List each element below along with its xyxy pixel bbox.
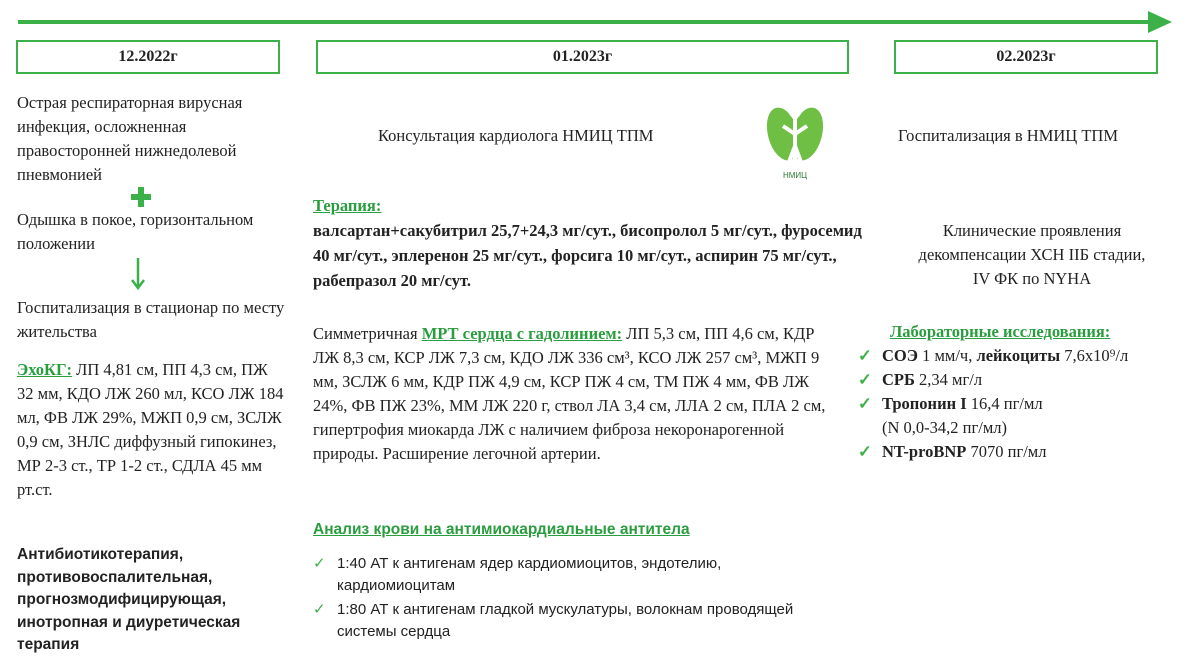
check-icon: ✓ <box>313 555 326 572</box>
plus-icon <box>130 186 152 208</box>
blood-item-1: 1:40 АТ к антигенам ядер кардиомиоцитов, эндотелию, кардиомиоцитам <box>337 555 722 594</box>
check-icon: ✓ <box>858 370 872 389</box>
echo-values: ЛП 4,81 см, ПП 4,3 см, ПЖ 32 мм, КДО ЛЖ 260 мл, КСО ЛЖ 184 мл, ФВ ЛЖ 29%, МЖП 0,9 см, ЗСЛЖ 0,9 см, ЗНЛС диффузный гипокинез, МР 2-3 ст., ТР 1-2 ст., СДЛА 45 мм рт.ст. <box>17 360 284 499</box>
lab-esr: СОЭ <box>882 346 918 365</box>
diagnosis-text: Острая респираторная вирусная инфекция, осложненная правосторонней нижнедолевой пневмонией <box>17 93 243 184</box>
lab-label: Лабораторные исследования: <box>890 322 1111 341</box>
check-icon: ✓ <box>858 346 872 365</box>
check-icon: ✓ <box>858 442 872 461</box>
hospital-nmic-text: Госпитализация в НМИЦ ТПМ <box>898 126 1119 145</box>
mri-values: ЛП 5,3 см, ПП 4,6 см, КДР ЛЖ 8,3 см, КСР ЛЖ 7,3 см, КДО ЛЖ 336 см³, КСО ЛЖ 257 см³, МЖП 9 мм, ЗСЛЖ 6 мм, КДР ПЖ 4,9 см, КСР ПЖ 4 см, ТМ ПЖ 4 мм, ФВ ЛЖ 24%, ФВ ПЖ 23%, ММ ЛЖ 220 г, ствол ЛА 3,4 см, ЛЛА 2 см, ПЛА 2 см, гипертрофия миокарда ЛЖ с наличием фиброза некоронарогенной природы. Расширение легочной артерии. <box>313 324 826 463</box>
date-box-2: 01.2023г <box>316 40 849 74</box>
lab-troponin: Тропонин I <box>882 394 967 413</box>
date-box-1: 12.2022г <box>16 40 280 74</box>
mri-prefix: Симметричная <box>313 324 422 343</box>
arrow-down-icon <box>130 258 146 292</box>
symptom-text: Одышка в покое, горизонтальном положении <box>17 210 254 253</box>
therapy-col1: Антибиотикотерапия, противовоспалительная, прогнозмодифицирующая, инотропная и диуретическая терапия <box>17 546 241 653</box>
lab-troponin-norm: (N 0,0-34,2 пг/мл) <box>882 418 1008 437</box>
lab-ntprobnp: NT-proBNP <box>882 442 967 461</box>
therapy-label: Терапия: <box>313 196 382 215</box>
institution-logo-icon <box>743 82 847 186</box>
list-item <box>313 599 833 643</box>
date-box-3: 02.2023г <box>894 40 1158 74</box>
therapy-block <box>313 194 873 293</box>
list-item: ✓ СОЭ 1 мм/ч, лейкоциты 7,6х10⁹/л <box>858 344 1198 368</box>
lab-list <box>858 344 1198 464</box>
mri-label: МРТ сердца с гадолинием: <box>421 324 623 343</box>
echo-block <box>17 358 285 502</box>
blood-item-2: 1:80 АТ к антигенам гладкой мускулатуры, волокнам проводящей системы сердца <box>337 601 794 640</box>
list-item: ✓ Тропонин I 16,4 пг/мл (N 0,0-34,2 пг/мл) <box>858 392 1198 440</box>
list-item: ✓ NT-proBNP 7070 пг/мл <box>858 440 1198 464</box>
clinic-text: Клинические проявления декомпенсации ХСН IIБ стадии, IV ФК по NYHA <box>918 221 1146 288</box>
list-item: ✓ СРБ 2,34 мг/л <box>858 368 1198 392</box>
timeline-arrow <box>0 0 1200 40</box>
lab-leukocytes: лейкоциты <box>976 346 1061 365</box>
blood-list <box>313 553 833 643</box>
list-item <box>313 553 833 597</box>
svg-text:НМИЦ: НМИЦ <box>782 171 808 180</box>
blood-label: Анализ крови на антимиокардиальные антитела <box>313 521 690 538</box>
consult-text: Консультация кардиолога НМИЦ ТПМ <box>378 126 654 145</box>
hospital-local-text: Госпитализация в стационар по месту жительства <box>17 298 285 341</box>
check-icon: ✓ <box>313 601 326 618</box>
lab-crp: СРБ <box>882 370 915 389</box>
mri-block <box>313 322 843 466</box>
echo-label: ЭхоКГ: <box>17 360 73 379</box>
therapy-drugs: валсартан+сакубитрил 25,7+24,3 мг/сут., бисопролол 5 мг/сут., фуросемид 40 мг/сут., эплеренон 25 мг/сут., форсига 10 мг/сут., аспирин 75 мг/сут., рабепразол 20 мг/сут. <box>313 221 862 290</box>
check-icon: ✓ <box>858 394 872 413</box>
